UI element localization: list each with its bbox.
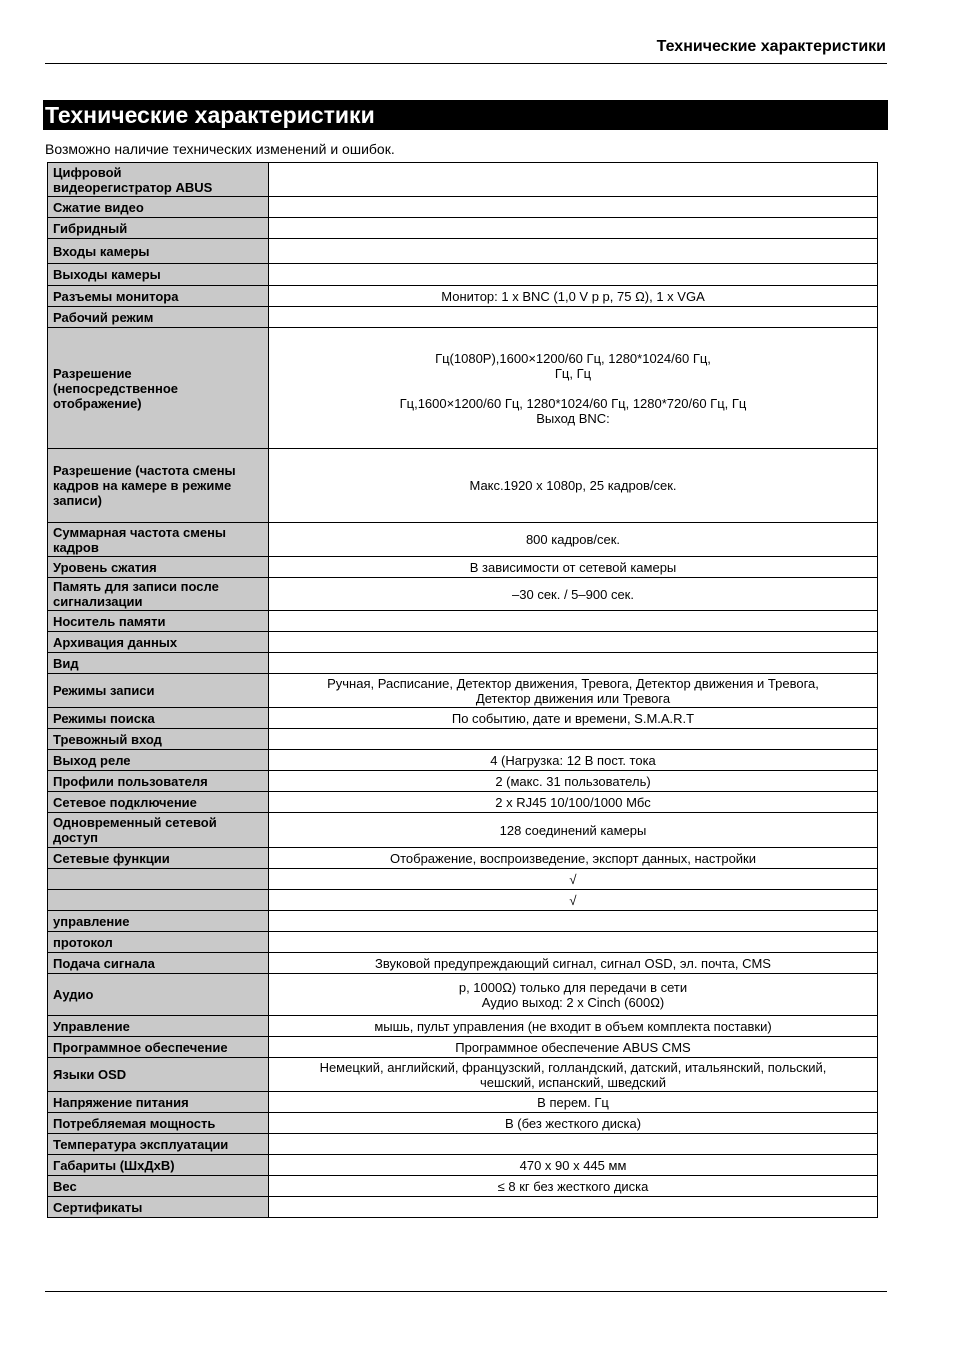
table-row [48,813,878,848]
spec-value [269,632,878,653]
spec-value [269,729,878,750]
spec-label: Сетевое подключение [48,792,269,813]
spec-value: Ручная, Расписание, Детектор движения, Тревога, Детектор движения и Тревога, Детектор движения или Тревога [269,674,878,708]
table-row [48,750,878,771]
spec-value: В (без жесткого диска) [269,1113,878,1134]
table-row [48,632,878,653]
spec-label: Разрешение (частота смены кадров на камере в режиме записи) [48,449,269,523]
spec-label: Сетевые функции [48,848,269,869]
spec-label: Вес [48,1176,269,1197]
table-row [48,449,878,523]
spec-value: –30 сек. / 5–900 сек. [269,578,878,611]
disclaimer-note: Возможно наличие технических изменений и ошибок. [45,141,395,157]
spec-label: управление [48,911,269,932]
table-row [48,1155,878,1176]
spec-value [269,932,878,953]
spec-label: Габариты (ШхДхВ) [48,1155,269,1176]
spec-label: Входы камеры [48,239,269,264]
table-row [48,708,878,729]
spec-value: 128 соединений камеры [269,813,878,848]
spec-value [269,653,878,674]
spec-value: Монитор: 1 x BNC (1,0 V p p, 75 Ω), 1 x VGA [269,286,878,307]
spec-value: Программное обеспечение ABUS CMS [269,1037,878,1058]
table-row [48,953,878,974]
spec-label: Суммарная частота смены кадров [48,523,269,557]
spec-value [269,239,878,264]
table-row [48,578,878,611]
spec-label: Аудио [48,974,269,1016]
spec-label: Гибридный [48,218,269,239]
spec-value [269,197,878,218]
spec-label: Подача сигнала [48,953,269,974]
table-row [48,611,878,632]
spec-label [48,890,269,911]
spec-value [269,163,878,197]
spec-label: Температура эксплуатации [48,1134,269,1155]
table-row [48,197,878,218]
table-row [48,674,878,708]
spec-label: Память для записи после сигнализации [48,578,269,611]
table-row [48,523,878,557]
spec-label: Режимы записи [48,674,269,708]
spec-label: протокол [48,932,269,953]
spec-label: Цифровой видеорегистратор ABUS [48,163,269,197]
spec-label: Тревожный вход [48,729,269,750]
spec-value: 2 x RJ45 10/100/1000 Мбс [269,792,878,813]
table-row [48,1134,878,1155]
spec-label [48,869,269,890]
section-title: Технические характеристики [43,100,888,130]
spec-label: Выход реле [48,750,269,771]
spec-label: Программное обеспечение [48,1037,269,1058]
spec-value [269,911,878,932]
header-rule [45,63,887,64]
table-row [48,1058,878,1092]
spec-label: Разрешение (непосредственное отображение) [48,328,269,449]
table-row [48,163,878,197]
spec-label: Режимы поиска [48,708,269,729]
spec-label: Напряжение питания [48,1092,269,1113]
table-row [48,890,878,911]
spec-value: В перем. Гц [269,1092,878,1113]
specifications-table [47,162,878,1218]
table-row [48,307,878,328]
spec-label: Одновременный сетевой доступ [48,813,269,848]
spec-value: 4 (Нагрузка: 12 В пост. тока [269,750,878,771]
spec-label: Потребляемая мощность [48,1113,269,1134]
spec-value: 800 кадров/сек. [269,523,878,557]
table-row [48,218,878,239]
table-row [48,869,878,890]
spec-label: Вид [48,653,269,674]
spec-value: По событию, дате и времени, S.M.A.R.T [269,708,878,729]
table-row [48,264,878,286]
spec-label: Носитель памяти [48,611,269,632]
table-row [48,328,878,449]
spec-label: Языки OSD [48,1058,269,1092]
table-row [48,1092,878,1113]
spec-label: Сжатие видео [48,197,269,218]
table-row [48,1113,878,1134]
spec-value: Отображение, воспроизведение, экспорт данных, настройки [269,848,878,869]
footer-rule [45,1291,887,1292]
spec-value: Немецкий, английский, французский, голландский, датский, итальянский, польский, чешский, испанский, шведский [269,1058,878,1092]
spec-label: Уровень сжатия [48,557,269,578]
spec-label: Сертификаты [48,1197,269,1218]
spec-value: 470 x 90 x 445 мм [269,1155,878,1176]
spec-value: мышь, пульт управления (не входит в объем комплекта поставки) [269,1016,878,1037]
spec-value: р, 1000Ω) только для передачи в сети Аудио выход: 2 x Cinch (600Ω) [269,974,878,1016]
table-row [48,771,878,792]
table-row [48,792,878,813]
table-row [48,1176,878,1197]
spec-value: Макс.1920 x 1080p, 25 кадров/сек. [269,449,878,523]
spec-value: Звуковой предупреждающий сигнал, сигнал OSD, эл. почта, CMS [269,953,878,974]
table-row [48,848,878,869]
table-row [48,932,878,953]
spec-label: Управление [48,1016,269,1037]
spec-value: √ [269,869,878,890]
spec-value: В зависимости от сетевой камеры [269,557,878,578]
table-row [48,911,878,932]
table-row [48,557,878,578]
spec-value: ≤ 8 кг без жесткого диска [269,1176,878,1197]
spec-value [269,218,878,239]
spec-value [269,1134,878,1155]
spec-label: Профили пользователя [48,771,269,792]
spec-label: Рабочий режим [48,307,269,328]
table-row [48,1016,878,1037]
running-header: Технические характеристики [656,38,886,55]
spec-value: Гц(1080P),1600×1200/60 Гц, 1280*1024/60 Гц, Гц, Гц Гц,1600×1200/60 Гц, 1280*1024/60 Гц, 1280*720/60 Гц, Гц Выход BNC: [269,328,878,449]
table-row [48,239,878,264]
table-row [48,653,878,674]
table-row [48,1037,878,1058]
spec-label: Выходы камеры [48,264,269,286]
table-row [48,974,878,1016]
spec-value [269,611,878,632]
table-row [48,729,878,750]
spec-label: Архивация данных [48,632,269,653]
spec-label: Разъемы монитора [48,286,269,307]
spec-value [269,307,878,328]
spec-value [269,1197,878,1218]
table-row [48,1197,878,1218]
table-row [48,286,878,307]
spec-value: √ [269,890,878,911]
spec-value: 2 (макс. 31 пользователь) [269,771,878,792]
spec-value [269,264,878,286]
